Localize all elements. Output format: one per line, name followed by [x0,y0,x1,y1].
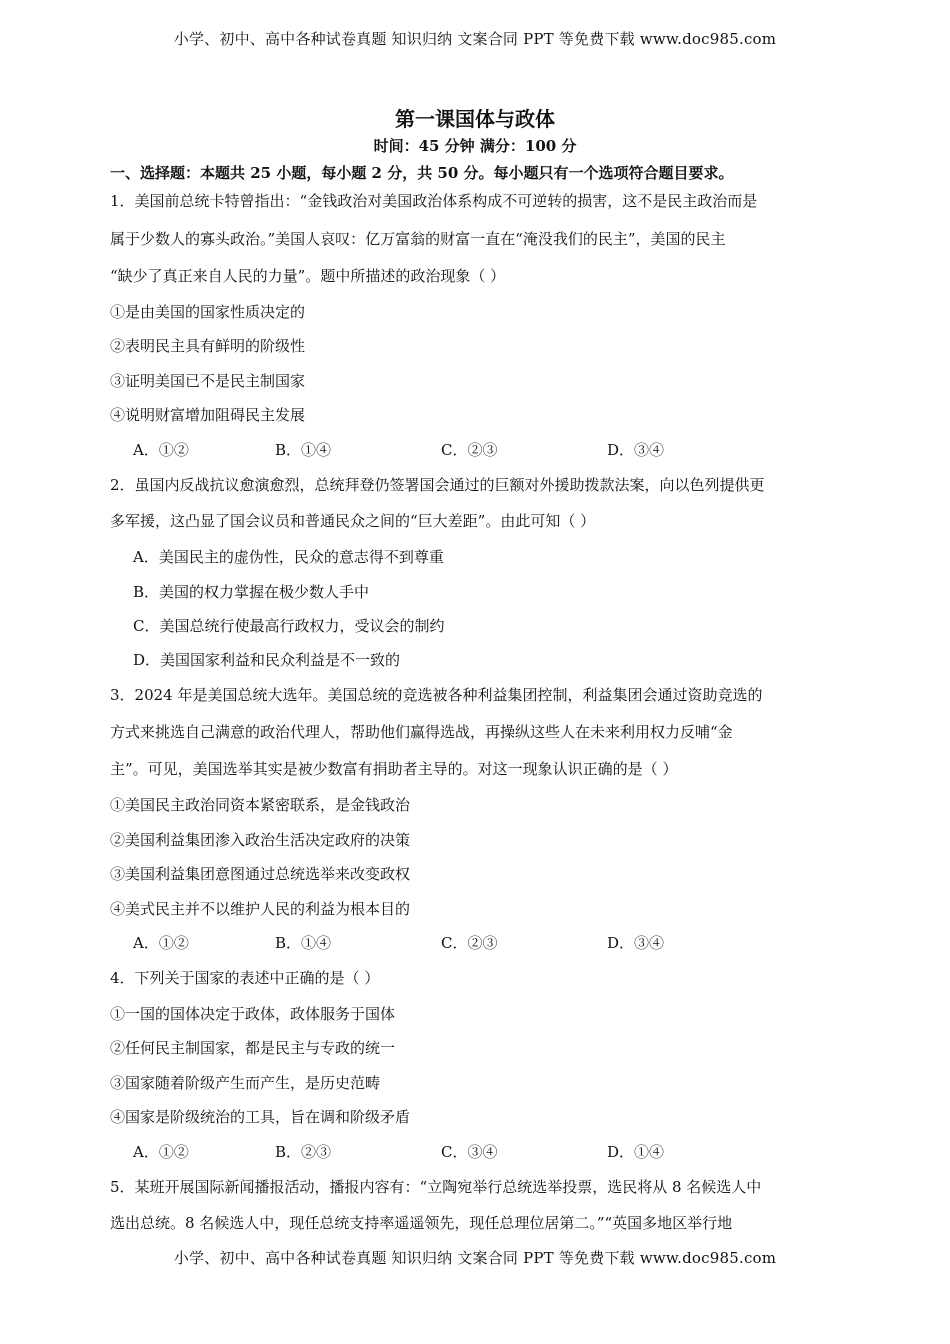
q3-option-a: A．①② [133,934,189,952]
page-header: 小学、初中、高中各种试卷真题 知识归纳 文案合同 PPT 等免费下载 www.doc985.com [173,30,777,48]
q4-option-d: D．①④ [607,1143,665,1161]
q3-statement: ③美国利益集团意图通过总统选举来改变政权 [110,865,411,883]
q2-option-a: A．美国民主的虚伪性，民众的意志得不到尊重 [133,548,444,566]
page-footer: 小学、初中、高中各种试卷真题 知识归纳 文案合同 PPT 等免费下载 www.doc985.com [173,1249,777,1267]
q4-statement: ④国家是阶级统治的工具，旨在调和阶级矛盾 [110,1108,411,1126]
q3-options [133,933,833,953]
q3-option-d: D．③④ [607,934,665,952]
q4-options [133,1142,833,1162]
q1-options [133,440,833,460]
q4-statement: ③国家随着阶级产生而产生，是历史范畴 [110,1074,381,1092]
q2-option-d: D．美国国家利益和民众利益是不一致的 [133,651,401,669]
q1-option-b: B．①④ [275,441,332,459]
q4-option-c: C．③④ [441,1143,498,1161]
q1-option-c: C．②③ [441,441,498,459]
q3-stem-line: 主”。可见，美国选举其实是被少数富有捐助者主导的。对这一现象认识正确的是（ ） [110,760,678,778]
q4-statement: ①一国的国体决定于政体，政体服务于国体 [110,1005,396,1023]
q4-statement: ②任何民主制国家，都是民主与专政的统一 [110,1039,396,1057]
q3-statement: ④美式民主并不以维护人民的利益为根本目的 [110,900,411,918]
q3-statement: ②美国利益集团渗入政治生活决定政府的决策 [110,831,411,849]
q5-stem-line: 选出总统。8 名候选人中，现任总统支持率遥遥领先，现任总理位居第二。”“英国多地区举行地 [110,1214,733,1232]
q1-option-a: A．①② [133,441,189,459]
q3-stem-line: 方式来挑选自己满意的政治代理人，帮助他们赢得选战，再操纵这些人在未来利用权力反哺“金 [110,723,733,741]
q5-stem-line: 5．某班开展国际新闻播报活动，播报内容有：“立陶宛举行总统选举投票，选民将从 8 名候选人中 [110,1178,762,1196]
q1-statement: ③证明美国已不是民主制国家 [110,372,306,390]
q1-statement: ②表明民主具有鲜明的阶级性 [110,337,306,355]
q4-option-b: B．②③ [275,1143,332,1161]
q3-stem-line: 3．2024 年是美国总统大选年。美国总统的竞选被各种利益集团控制，利益集团会通过资助竞选的 [110,686,763,704]
q1-stem-line: 属于少数人的寡头政治。”美国人哀叹：亿万富翁的财富一直在“淹没我们的民主”，美国的民主 [110,230,726,248]
page-title: 第一课国体与政体 [395,107,555,131]
exam-info: 时间：45 分钟 满分：100 分 [373,137,577,155]
q2-stem-line: 2．虽国内反战抗议愈演愈烈，总统拜登仍签署国会通过的巨额对外援助拨款法案，向以色列提供更 [110,476,765,494]
q1-statement: ④说明财富增加阻碍民主发展 [110,406,306,424]
q4-option-a: A．①② [133,1143,189,1161]
q1-stem-line: 1．美国前总统卡特曾指出：“金钱政治对美国政治体系构成不可逆转的损害，这不是民主政治而是 [110,192,758,210]
q1-stem-line: “缺少了真正来自人民的力量”。题中所描述的政治现象（ ） [110,267,506,285]
q2-stem-line: 多军援，这凸显了国会议员和普通民众之间的“巨大差距”。由此可知（ ） [110,512,596,530]
q3-option-b: B．①④ [275,934,332,952]
q4-stem-line: 4．下列关于国家的表述中正确的是（ ） [110,969,380,987]
section-heading: 一、选择题：本题共 25 小题，每小题 2 分，共 50 分。每小题只有一个选项符合题目要求。 [110,164,734,182]
q3-statement: ①美国民主政治同资本紧密联系，是金钱政治 [110,796,411,814]
q2-option-b: B．美国的权力掌握在极少数人手中 [133,583,370,601]
q1-option-d: D．③④ [607,441,665,459]
q3-option-c: C．②③ [441,934,498,952]
q2-option-c: C．美国总统行使最高行政权力，受议会的制约 [133,617,445,635]
q1-statement: ①是由美国的国家性质决定的 [110,303,306,321]
